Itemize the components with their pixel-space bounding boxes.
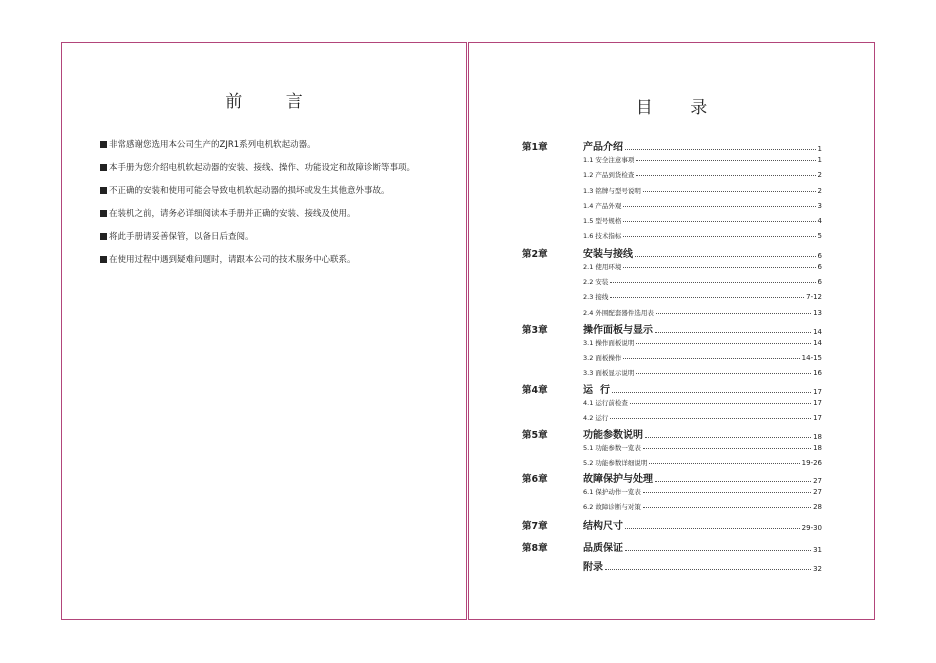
preface-title: 前 言	[225, 92, 303, 112]
chapter-label: 第7章	[522, 521, 548, 532]
toc-section-entry[interactable]: 1.5 型号规格 4	[583, 217, 822, 225]
toc-section-entry[interactable]: 2.3 接线 7-12	[583, 293, 822, 301]
bullet-square-icon	[100, 233, 107, 240]
toc-section-entry[interactable]: 2.1 使用环境 6	[583, 263, 822, 271]
leader-dots	[623, 267, 815, 268]
leader-dots	[610, 297, 804, 298]
toc-chapter-entry[interactable]: 运 行 17	[583, 385, 822, 396]
bullet-square-icon	[100, 256, 107, 263]
bullet-square-icon	[100, 141, 107, 148]
chapter-label: 第3章	[522, 325, 548, 336]
preface-paragraph: 在使用过程中遇到疑难问题时，请跟本公司的技术服务中心联系。	[100, 255, 356, 266]
toc-chapter-entry[interactable]: 结构尺寸 29-30	[583, 521, 822, 532]
leader-dots	[655, 481, 811, 482]
chapter-label: 第4章	[522, 385, 548, 396]
toc-title: 目 录	[635, 98, 708, 118]
leader-dots	[636, 373, 811, 374]
preface-paragraph: 将此手册请妥善保管，以备日后查阅。	[100, 232, 254, 243]
leader-dots	[625, 528, 800, 529]
leader-dots	[612, 392, 811, 393]
toc-chapter-entry[interactable]: 安装与接线 6	[583, 249, 822, 260]
toc-section-entry[interactable]: 2.4 外围配套器件选用表 13	[583, 309, 822, 317]
leader-dots	[625, 550, 811, 551]
leader-dots	[636, 175, 815, 176]
leader-dots	[623, 221, 815, 222]
leader-dots	[623, 236, 815, 237]
chapter-label: 第5章	[522, 430, 548, 441]
preface-paragraph: 非常感谢您选用本公司生产的ZJR1系列电机软起动器。	[100, 140, 316, 151]
toc-section-entry[interactable]: 1.1 安全注意事项 1	[583, 156, 822, 164]
leader-dots	[643, 492, 811, 493]
toc-section-entry[interactable]: 6.1 保护动作一览表 27	[583, 488, 822, 496]
bullet-square-icon	[100, 210, 107, 217]
toc-section-entry[interactable]: 3.1 操作面板说明 14	[583, 339, 822, 347]
leader-dots	[656, 313, 811, 314]
leader-dots	[649, 463, 799, 464]
preface-paragraph: 在装机之前，请务必详细阅读本手册并正确的安装、接线及使用。	[100, 209, 356, 220]
preface-paragraph: 不正确的安装和使用可能会导致电机软起动器的损坏或发生其他意外事故。	[100, 186, 390, 197]
toc-chapter-entry[interactable]: 产品介绍 1	[583, 142, 822, 153]
toc-section-entry[interactable]: 3.3 面板显示说明 16	[583, 369, 822, 377]
toc-section-entry[interactable]: 6.2 故障诊断与对策 28	[583, 503, 822, 511]
bullet-square-icon	[100, 187, 107, 194]
toc-section-entry[interactable]: 3.2 面板操作 14-15	[583, 354, 822, 362]
toc-section-entry[interactable]: 1.3 铭牌与型号说明 2	[583, 187, 822, 195]
bullet-square-icon	[100, 164, 107, 171]
leader-dots	[635, 256, 816, 257]
chapter-label: 第1章	[522, 142, 548, 153]
toc-chapter-entry[interactable]: 品质保证 31	[583, 543, 822, 554]
toc-section-entry[interactable]: 1.2 产品到货检查 2	[583, 171, 822, 179]
leader-dots	[655, 332, 811, 333]
toc-section-entry[interactable]: 5.2 功能参数详细说明 19-26	[583, 459, 822, 467]
leader-dots	[643, 191, 816, 192]
leader-dots	[610, 418, 811, 419]
chapter-label: 第2章	[522, 249, 548, 260]
toc-chapter-entry[interactable]: 功能参数说明 18	[583, 430, 822, 441]
leader-dots	[645, 437, 811, 438]
leader-dots	[643, 507, 811, 508]
left-page	[61, 42, 467, 620]
toc-appendix-entry[interactable]: 附录 32	[583, 562, 822, 573]
toc-chapter-entry[interactable]: 故障保护与处理 27	[583, 474, 822, 485]
leader-dots	[610, 282, 815, 283]
leader-dots	[630, 403, 811, 404]
chapter-label: 第6章	[522, 474, 548, 485]
leader-dots	[605, 569, 811, 570]
toc-chapter-entry[interactable]: 操作面板与显示 14	[583, 325, 822, 336]
right-page	[468, 42, 875, 620]
toc-section-entry[interactable]: 1.6 技术指标 5	[583, 232, 822, 240]
toc-section-entry[interactable]: 2.2 安装 6	[583, 278, 822, 286]
preface-paragraph: 本手册为您介绍电机软起动器的安装、接线、操作、功能设定和故障诊断等事项。	[100, 163, 415, 174]
leader-dots	[636, 343, 811, 344]
leader-dots	[625, 149, 816, 150]
leader-dots	[636, 160, 815, 161]
toc-section-entry[interactable]: 4.1 运行前检查 17	[583, 399, 822, 407]
leader-dots	[623, 206, 815, 207]
leader-dots	[623, 358, 799, 359]
chapter-label: 第8章	[522, 543, 548, 554]
toc-section-entry[interactable]: 5.1 功能参数一览表 18	[583, 444, 822, 452]
toc-section-entry[interactable]: 1.4 产品外观 3	[583, 202, 822, 210]
toc-section-entry[interactable]: 4.2 运行 17	[583, 414, 822, 422]
leader-dots	[643, 448, 811, 449]
